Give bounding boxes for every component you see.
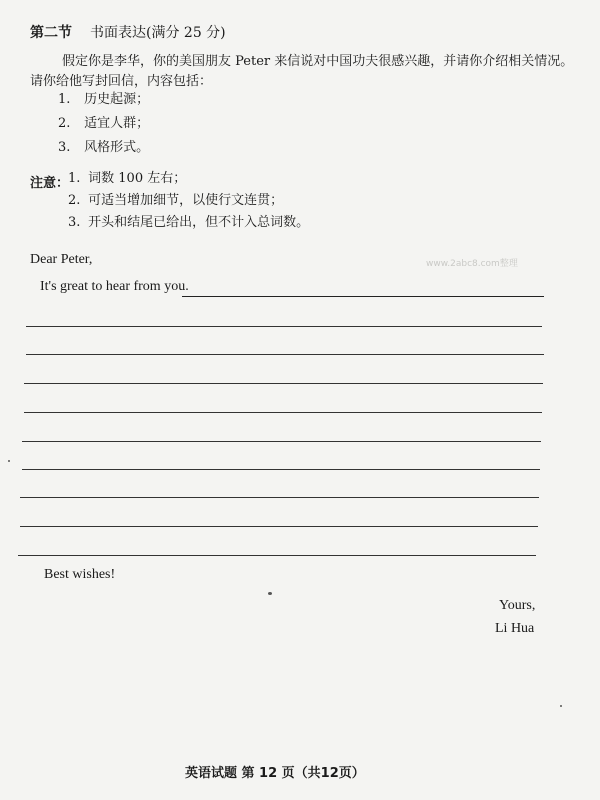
- writing-line: [22, 441, 541, 442]
- section-title: 书面表达(满分 25 分): [90, 25, 226, 41]
- page-footer: 英语试题 第 12 页（共12页）: [185, 766, 365, 781]
- prompt-line-1: 假定你是李华，你的美国朋友 Peter 来信说对中国功夫很感兴趣，并请你介绍相关情况。: [62, 54, 574, 69]
- item-number: 1.: [58, 92, 71, 107]
- content-items-list: [58, 88, 149, 160]
- section-number: 第二节: [30, 25, 72, 41]
- content-item: [58, 136, 149, 160]
- writing-line: [18, 555, 536, 556]
- notes-label: 注意：: [30, 176, 70, 191]
- item-text: 风格形式。: [84, 140, 150, 155]
- note-item: [68, 168, 309, 190]
- note-text: 词数 100 左右；: [88, 171, 187, 186]
- writing-line: [20, 526, 538, 527]
- item-text: 适宜人群；: [84, 116, 150, 131]
- letter-closing: Best wishes!: [44, 567, 116, 582]
- prompt-line-2: 请你给他写封回信，内容包括：: [30, 74, 213, 89]
- writing-line: [22, 469, 540, 470]
- scan-speck: [8, 460, 10, 462]
- writing-line: [26, 326, 542, 327]
- writing-line: [26, 354, 544, 355]
- note-text: 可适当增加细节，以使行文连贯；: [88, 193, 284, 208]
- note-text: 开头和结尾已给出，但不计入总词数。: [88, 215, 310, 230]
- writing-line: [20, 497, 539, 498]
- letter-signature: Li Hua: [495, 621, 535, 636]
- content-item: [58, 88, 149, 112]
- writing-line-opening: [182, 296, 544, 297]
- notes-list: [68, 168, 309, 234]
- writing-line: [24, 412, 542, 413]
- note-number: 1.: [68, 171, 81, 186]
- writing-line: [24, 383, 543, 384]
- section-heading: [30, 22, 226, 42]
- letter-opening: It's great to hear from you.: [40, 279, 189, 294]
- scan-speck: [268, 592, 272, 595]
- note-number: 3.: [68, 215, 81, 230]
- note-item: [68, 190, 309, 212]
- scan-speck: [560, 705, 562, 707]
- letter-sign-off: Yours,: [499, 598, 536, 613]
- item-text: 历史起源；: [84, 92, 150, 107]
- note-number: 2.: [68, 193, 81, 208]
- watermark-text: www.2abc8.com整理: [426, 259, 518, 269]
- item-number: 3.: [58, 140, 71, 155]
- content-item: [58, 112, 149, 136]
- letter-greeting: Dear Peter,: [30, 252, 93, 267]
- note-item: [68, 212, 309, 234]
- item-number: 2.: [58, 116, 71, 131]
